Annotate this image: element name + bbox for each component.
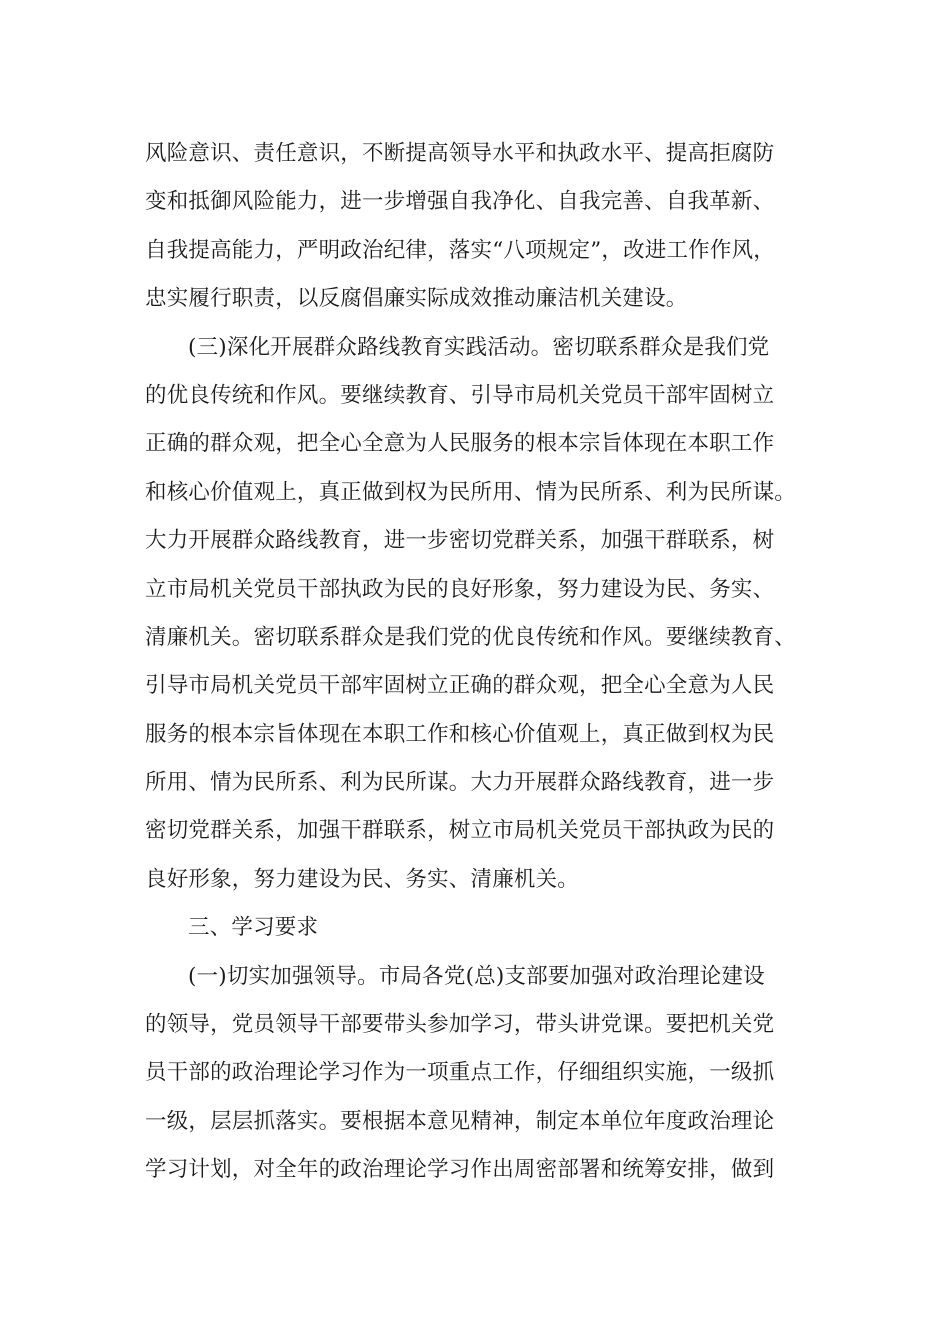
text-line: 服务的根本宗旨体现在本职工作和核心价值观上，真正做到权为民 <box>145 721 775 747</box>
text-line: 正确的群众观，把全心全意为人民服务的根本宗旨体现在本职工作 <box>145 431 775 457</box>
text-line: (一)切实加强领导。市局各党(总)支部要加强对政治理论建设 <box>188 963 765 989</box>
text-line: 的领导，党员领导干部要带头参加学习，带头讲党课。要把机关党 <box>145 1012 775 1038</box>
text-line: 忠实履行职责，以反腐倡廉实际成效推动廉洁机关建设。 <box>145 286 688 312</box>
text-line: 大力开展群众路线教育，进一步密切党群关系，加强干群联系，树 <box>145 528 775 554</box>
text-line: 学习计划，对全年的政治理论学习作出周密部署和统筹安排，做到 <box>145 1157 775 1183</box>
text-line: 员干部的政治理论学习作为一项重点工作，仔细组织实施，一级抓 <box>145 1060 775 1086</box>
text-line: 所用、情为民所系、利为民所谋。大力开展群众路线教育，进一步 <box>145 770 775 796</box>
text-line: 风险意识、责任意识，不断提高领导水平和执政水平、提高拒腐防 <box>145 141 775 166</box>
text-line: 密切党群关系，加强干群联系，树立市局机关党员干部执政为民的 <box>145 818 775 844</box>
text-line: 清廉机关。密切联系群众是我们党的优良传统和作风。要继续教育、 <box>145 624 797 650</box>
text-line: 自我提高能力，严明政治纪律，落实“八项规定”，改进工作作风， <box>145 237 775 263</box>
text-line: 立市局机关党员干部执政为民的良好形象，努力建设为民、务实、 <box>145 576 775 602</box>
text-line: 引导市局机关党员干部牢固树立正确的群众观，把全心全意为人民 <box>145 673 775 699</box>
text-line: 良好形象，努力建设为民、务实、清廉机关。 <box>145 866 580 892</box>
text-line: 的优良传统和作风。要继续教育、引导市局机关党员干部牢固树立 <box>145 382 775 408</box>
text-line: 变和抵御风险能力，进一步增强自我净化、自我完善、自我革新、 <box>145 189 775 215</box>
document-body <box>145 130 835 1195</box>
text-line: 三、学习要求 <box>188 915 319 941</box>
text-line: 一级，层层抓落实。要根据本意见精神，制定本单位年度政治理论 <box>145 1108 775 1134</box>
text-line: 和核心价值观上，真正做到权为民所用、情为民所系、利为民所谋。 <box>145 479 797 505</box>
text-line: (三)深化开展群众路线教育实践活动。密切联系群众是我们党 <box>188 334 770 360</box>
